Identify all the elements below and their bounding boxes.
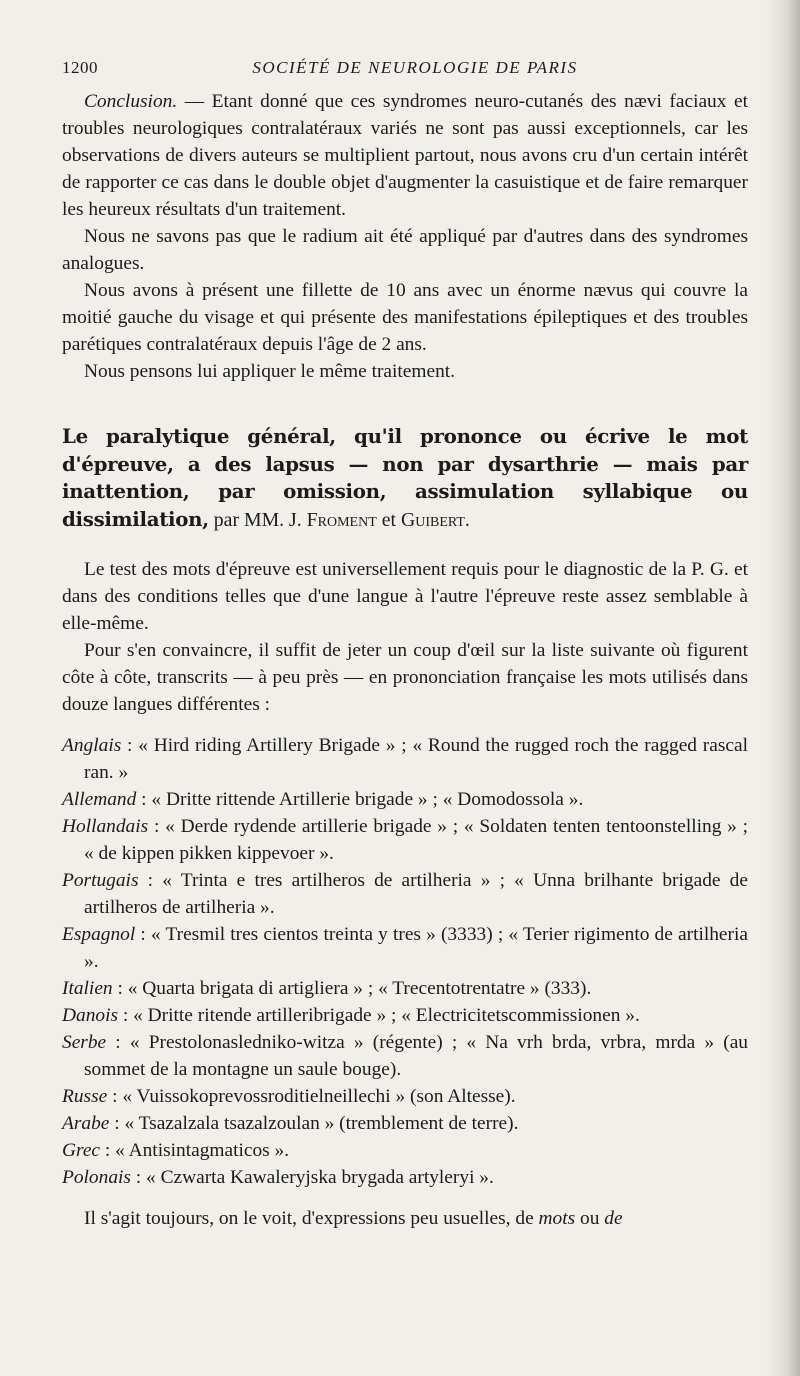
article-title-text: Le paralytique général, qu'il prononce ou écrive le mot d'épreuve, a des lapsus — non par dysarthrie — mais par inattention, par omission, assimulation syllabique ou dissimilation, [62,424,748,531]
language-entry [62,921,748,975]
conclusion-paragraph [62,88,748,223]
paragraph-liste: Pour s'en convaincre, il suffit de jeter un coup d'œil sur la liste suivante où figurent côte à côte, transcrits — à peu près — en prononciation française les mots utilisés dans douze langues différentes : [62,640,748,715]
language-name: Polonais [62,1167,131,1188]
language-entry [62,813,748,867]
language-entry [62,1002,748,1029]
language-phrases: : « Dritte rittende Artillerie brigade » ; « Domodossola ». [136,789,584,810]
closing-emphasis-mots: mots [538,1208,576,1229]
language-phrases: : « Quarta brigata di artigliera » ; « Trecentotrentatre » (333). [112,978,592,999]
conclusion-lead: Conclusion. [84,91,178,112]
language-phrases: : « Tsazalzala tsazalzoulan » (tremblement de terre). [109,1113,519,1134]
page-number: 1200 [62,58,98,77]
language-name: Hollandais [62,816,149,837]
author-froment: Froment [306,508,377,531]
closing-paragraph [62,1205,748,1232]
article-title [62,423,748,534]
language-name: Grec [62,1140,101,1161]
closing-mid: ou [575,1208,605,1229]
document-page [62,58,748,1232]
page-edge-shadow [766,0,800,1376]
language-entry [62,786,748,813]
closing-emphasis-de: de [604,1208,623,1229]
paragraph-radium: Nous ne savons pas que le radium ait été appliqué par d'autres dans des syndromes analogues. [62,226,748,274]
paragraph-test: Le test des mots d'épreuve est universellement requis pour le diagnostic de la P. G. et dans des conditions telles que d'une langue à l'autre l'épreuve reste assez semblable à elle-même. [62,559,748,634]
language-phrases: : « Dritte ritende artilleribrigade » ; « Electricitetscommissionen ». [118,1005,640,1026]
language-name: Portugais [62,870,139,891]
language-phrases: : « Czwarta Kawaleryjska brygada artyleryi ». [130,1167,494,1188]
language-name: Russe [62,1086,108,1107]
language-name: Espagnol [62,924,136,945]
language-phrases: : « Vuissokoprevossroditielneillechi » (son Altesse). [107,1086,516,1107]
authors-prefix: par MM. J. [208,508,307,531]
language-entry [62,1164,748,1191]
journal-title: SOCIÉTÉ DE NEUROLOGIE DE PARIS [252,58,578,77]
language-phrases: : « Antisintagmaticos ». [100,1140,290,1161]
article-authors [209,509,470,531]
paragraph-fillette: Nous avons à présent une fillette de 10 ans avec un énorme nævus qui couvre la moitié gauche du visage et qui présente des manifestations épileptiques et des troubles parétiques contralatéraux depuis l'âge de 2 ans. [62,280,748,355]
running-head [62,58,748,88]
language-entry [62,1137,748,1164]
language-name: Anglais [62,735,122,756]
author-guibert: Guibert. [400,508,470,531]
language-entry [62,1029,748,1083]
language-phrases: : « Derde rydende artillerie brigade » ; « Soldaten tenten tentoonstelling » ; « de kippen pikken kippevoer ». [84,816,748,864]
language-entry [62,732,748,786]
language-phrases: : « Prestolonasledniko-witza » (régente) ; « Na vrh brda, vrbra, mrda » (au sommet de la montagne un saule bouge). [84,1032,748,1080]
language-entry [62,1083,748,1110]
language-name: Danois [62,1005,119,1026]
language-entry [62,867,748,921]
paragraph-traitement: Nous pensons lui appliquer le même traitement. [84,361,456,382]
language-list [62,732,748,1191]
language-name: Serbe [62,1032,107,1053]
language-entry [62,975,748,1002]
language-name: Arabe [62,1113,110,1134]
closing-text: Il s'agit toujours, on le voit, d'expressions peu usuelles, de [84,1208,539,1229]
language-phrases: : « Tresmil tres cientos treinta y tres » (3333) ; « Terier rigimento de artilheria ». [84,924,748,972]
language-name: Allemand [62,789,137,810]
language-phrases: : « Hird riding Artillery Brigade » ; « Round the rugged roch the ragged rascal ran. » [84,735,748,783]
language-phrases: : « Trinta e tres artilheros de artilheria » ; « Unna brilhante brigade de artilheros de artilheria ». [84,870,748,918]
conclusion-text: — Etant donné que ces syndromes neuro-cutanés des nævi faciaux et troubles neurologiques contralatéraux variés ne sont pas aussi exceptionnels, car les observations de divers auteurs se multiplient partout, nous avons cru d'un certain intérêt de rapporter ce cas dans le double objet d'augmenter la casuistique et de faire remarquer les heureux résultats d'un traitement. [62,91,748,220]
authors-and: et [376,508,401,531]
language-name: Italien [62,978,113,999]
language-entry [62,1110,748,1137]
